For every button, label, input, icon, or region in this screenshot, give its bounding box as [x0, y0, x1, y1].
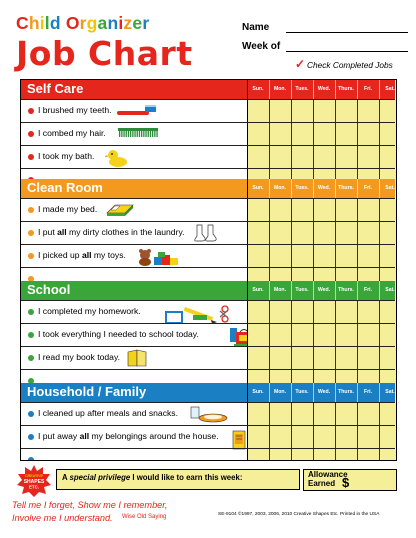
checkbox-cell[interactable]: [247, 449, 269, 461]
task-label: [38, 227, 185, 237]
day-label: Tues.: [295, 185, 309, 191]
subtitle-letter: n: [107, 13, 119, 33]
task-text-part: my dirty clothes in the laundry.: [66, 227, 185, 237]
task-row: [21, 221, 395, 244]
checkbox-cell[interactable]: [269, 100, 291, 122]
bullet-dot: [28, 457, 34, 461]
privilege-label: A special privilege I would like to earn this week:: [62, 473, 243, 482]
checkbox-cell[interactable]: [335, 222, 357, 244]
quote-line-1: Tell me I forget, Show me I remember,: [12, 500, 168, 510]
day-label: Thurs.: [338, 86, 354, 92]
checkbox-cell[interactable]: [379, 245, 397, 267]
checkbox-cell[interactable]: [379, 146, 397, 168]
checkbox-cell[interactable]: [313, 449, 335, 461]
subtitle-letter: l: [44, 13, 50, 33]
checkbox-cell[interactable]: [357, 347, 379, 369]
checkbox-cell[interactable]: [357, 222, 379, 244]
checkbox-cell[interactable]: [291, 324, 313, 346]
day-label: Sat.: [385, 389, 395, 395]
checkbox-cell[interactable]: [269, 347, 291, 369]
day-label: Wed.: [317, 86, 331, 92]
day-label: Fri.: [363, 185, 373, 191]
day-label: Thurs.: [338, 389, 354, 395]
checkbox-cell[interactable]: [379, 347, 397, 369]
subtitle-letter: e: [132, 13, 143, 33]
page-title: Job Chart: [16, 34, 193, 73]
checkbox-cell[interactable]: [335, 245, 357, 267]
check-note-text: Check Completed Jobs: [307, 60, 393, 70]
day-label: Wed.: [317, 287, 331, 293]
checkbox-cell[interactable]: [269, 222, 291, 244]
checkbox-cell[interactable]: [313, 123, 335, 145]
task-row: [21, 323, 395, 346]
checkbox-cell[interactable]: [313, 301, 335, 323]
toothbrush-icon: [115, 102, 159, 123]
subtitle: [16, 13, 149, 34]
checkbox-cell[interactable]: [379, 199, 397, 221]
task-label: [38, 151, 94, 161]
task-text-part: I read my book today.: [38, 352, 121, 362]
subtitle-letter: r: [142, 13, 150, 33]
checkbox-cell[interactable]: [379, 426, 397, 448]
checkbox-cell[interactable]: [357, 199, 379, 221]
chart-section: [21, 80, 395, 191]
checkbox-cell[interactable]: [291, 449, 313, 461]
svg-text:CREATIVE: CREATIVE: [25, 474, 43, 478]
task-label: [38, 352, 120, 362]
bullet-dot: [28, 309, 34, 315]
task-text-part: all: [57, 227, 67, 237]
task-label: [38, 128, 106, 138]
checkbox-cell[interactable]: [247, 301, 269, 323]
checkbox-cell[interactable]: [379, 324, 397, 346]
checkbox-cell[interactable]: [247, 146, 269, 168]
svg-text:ETC.: ETC.: [28, 484, 40, 490]
task-label: [38, 250, 126, 260]
checkbox-cell[interactable]: [357, 403, 379, 425]
checkbox-cell[interactable]: [335, 449, 357, 461]
task-text-part: I took my bath.: [38, 151, 95, 161]
section-title: Household / Family: [27, 384, 147, 399]
day-label: Wed.: [317, 389, 331, 395]
checkbox-cell[interactable]: [269, 403, 291, 425]
task-row: [21, 346, 395, 369]
week-field[interactable]: [242, 41, 280, 52]
checkbox-cell[interactable]: [247, 347, 269, 369]
bullet-dot: [28, 154, 34, 160]
checkbox-cell[interactable]: [313, 199, 335, 221]
checkbox-cell[interactable]: [357, 301, 379, 323]
day-label: Sun.: [252, 185, 264, 191]
task-text-part: I cleaned up after meals and snacks.: [38, 408, 178, 418]
checkbox-cell[interactable]: [269, 245, 291, 267]
task-row: [21, 145, 395, 168]
task-label: [38, 105, 112, 115]
checkbox-cell[interactable]: [313, 222, 335, 244]
checkbox-cell[interactable]: [357, 245, 379, 267]
checkbox-cell[interactable]: [379, 449, 397, 461]
checkbox-cell[interactable]: [379, 222, 397, 244]
checkbox-cell[interactable]: [357, 449, 379, 461]
checkbox-cell[interactable]: [291, 123, 313, 145]
checkbox-cell[interactable]: [379, 301, 397, 323]
checkbox-cell[interactable]: [357, 123, 379, 145]
checkbox-cell[interactable]: [247, 324, 269, 346]
bullet-dot: [28, 108, 34, 114]
section-header: [21, 80, 395, 99]
checkbox-cell[interactable]: [379, 100, 397, 122]
day-label: Sat.: [385, 86, 395, 92]
quote-line-2: Involve me I understand.: [12, 513, 113, 523]
checkbox-cell[interactable]: [247, 403, 269, 425]
section-header: [21, 179, 395, 198]
task-text-part: my belongings around the house.: [89, 431, 219, 441]
bullet-dot: [28, 253, 34, 259]
checkbox-cell[interactable]: [291, 199, 313, 221]
comb-icon: [117, 125, 159, 143]
bullet-dot: [28, 131, 34, 137]
day-label: Sun.: [252, 86, 264, 92]
bullet-dot: [28, 207, 34, 213]
day-label: Mon.: [273, 389, 287, 395]
checkbox-cell[interactable]: [335, 324, 357, 346]
subtitle-letter: i: [118, 13, 124, 33]
section-header: [21, 281, 395, 300]
checkbox-cell[interactable]: [247, 123, 269, 145]
checkbox-cell[interactable]: [247, 199, 269, 221]
task-text-part: all: [79, 431, 90, 441]
section-header: [21, 383, 395, 402]
allowance-label: Allowance Earned: [308, 470, 348, 488]
task-text-part: I brushed my teeth.: [38, 105, 112, 115]
checkbox-cell[interactable]: [357, 100, 379, 122]
bullet-dot: [28, 434, 34, 440]
checkbox-cell[interactable]: [291, 245, 313, 267]
checkbox-cell[interactable]: [357, 146, 379, 168]
checkbox-cell[interactable]: [313, 426, 335, 448]
task-text-part: I picked up: [38, 250, 82, 260]
checkbox-cell[interactable]: [313, 347, 335, 369]
checkbox-cell[interactable]: [313, 245, 335, 267]
chart-section: [21, 281, 395, 392]
day-label: Sun.: [252, 287, 264, 293]
checkbox-cell[interactable]: [335, 123, 357, 145]
task-label: [38, 204, 97, 214]
checkbox-cell[interactable]: [269, 324, 291, 346]
task-label: [38, 306, 141, 316]
day-label: Tues.: [295, 287, 309, 293]
checkbox-cell[interactable]: [335, 199, 357, 221]
day-label: Fri.: [363, 287, 373, 293]
task-text-part: my toys.: [91, 250, 126, 260]
subtitle-letter: C: [16, 13, 29, 33]
task-row: [21, 198, 395, 221]
day-label: Tues.: [295, 389, 309, 395]
subtitle-letter: i: [39, 13, 45, 33]
bullet-dot: [28, 230, 34, 236]
bullet-dot: [28, 411, 34, 417]
subtitle-letter: h: [28, 13, 40, 33]
checkbox-cell[interactable]: [247, 222, 269, 244]
checkbox-cell[interactable]: [291, 426, 313, 448]
checkbox-cell[interactable]: [269, 426, 291, 448]
task-row: [21, 122, 395, 145]
checkbox-cell[interactable]: [247, 245, 269, 267]
name-field[interactable]: [242, 22, 269, 33]
task-label: [38, 408, 178, 418]
checkbox-cell[interactable]: [313, 100, 335, 122]
chart-section: [21, 179, 395, 290]
checkmark-icon: ✓: [295, 57, 306, 71]
copyright-text: SE-9104 ©1997, 2003, 2006, 2010 Creative Shapes Etc. Printed in the USA: [218, 512, 380, 517]
task-row: [21, 448, 395, 461]
day-label: Fri.: [363, 86, 373, 92]
task-label: [38, 329, 199, 339]
task-text-part: all: [81, 250, 92, 260]
checkbox-cell[interactable]: [291, 146, 313, 168]
checkbox-cell[interactable]: [335, 347, 357, 369]
checkbox-cell[interactable]: [291, 301, 313, 323]
name-label: Name: [242, 22, 270, 33]
subtitle-letter: d: [49, 13, 61, 33]
checkbox-cell[interactable]: [313, 146, 335, 168]
name-line: [286, 32, 408, 33]
svg-text:SHAPES: SHAPES: [23, 479, 45, 485]
week-label: Week of: [242, 41, 281, 52]
checkbox-cell[interactable]: [379, 403, 397, 425]
day-label: Mon.: [273, 287, 287, 293]
chart-section: [21, 383, 395, 461]
subtitle-letter: O: [65, 13, 80, 33]
checkbox-cell[interactable]: [291, 347, 313, 369]
task-row: [21, 300, 395, 323]
checkbox-cell[interactable]: [335, 403, 357, 425]
subtitle-letter: g: [86, 13, 98, 33]
task-row: [21, 402, 395, 425]
section-title: Clean Room: [27, 180, 103, 195]
week-line: [286, 51, 408, 52]
quote-source: Wise Old Saying: [122, 514, 167, 520]
bullet-dot: [28, 355, 34, 361]
task-row: [21, 425, 395, 448]
day-label: Thurs.: [338, 287, 354, 293]
task-label: [38, 431, 219, 441]
checkbox-cell[interactable]: [291, 403, 313, 425]
task-text-part: I combed my hair.: [38, 128, 106, 138]
day-label: Mon.: [273, 185, 287, 191]
creative-shapes-logo: [16, 464, 52, 498]
subtitle-letter: z: [123, 13, 133, 33]
checkbox-cell[interactable]: [247, 426, 269, 448]
task-row: [21, 99, 395, 122]
job-chart-grid: [20, 79, 397, 461]
checkbox-cell[interactable]: [335, 301, 357, 323]
day-label: Sat.: [385, 287, 395, 293]
day-label: Sun.: [252, 389, 264, 395]
section-title: Self Care: [27, 81, 84, 96]
checkbox-cell[interactable]: [269, 449, 291, 461]
checkbox-cell[interactable]: [379, 123, 397, 145]
day-label: Fri.: [363, 389, 373, 395]
checkbox-cell[interactable]: [357, 324, 379, 346]
checkbox-cell[interactable]: [269, 301, 291, 323]
subtitle-letter: a: [97, 13, 108, 33]
section-title: School: [27, 282, 71, 297]
dollar-sign: $: [342, 475, 350, 490]
checkbox-cell[interactable]: [291, 100, 313, 122]
task-text-part: I took everything I needed to school today.: [38, 329, 199, 339]
checkbox-cell[interactable]: [335, 426, 357, 448]
check-note: [295, 57, 393, 71]
subtitle-letter: r: [79, 13, 87, 33]
bullet-dot: [28, 332, 34, 338]
privilege-field[interactable]: [56, 469, 300, 490]
checkbox-cell[interactable]: [313, 324, 335, 346]
task-text-part: I put away: [38, 431, 80, 441]
checkbox-cell[interactable]: [247, 100, 269, 122]
checkbox-cell[interactable]: [357, 426, 379, 448]
day-label: Sat.: [385, 185, 395, 191]
task-row: [21, 244, 395, 267]
checkbox-cell[interactable]: [313, 403, 335, 425]
task-text-part: I completed my homework.: [38, 306, 141, 316]
day-label: Wed.: [317, 185, 331, 191]
day-label: Mon.: [273, 86, 287, 92]
task-text-part: I made my bed.: [38, 204, 98, 214]
day-label: Tues.: [295, 86, 309, 92]
allowance-field[interactable]: [303, 469, 397, 491]
checkbox-cell[interactable]: [291, 222, 313, 244]
checkbox-cell[interactable]: [269, 199, 291, 221]
checkbox-cell[interactable]: [269, 146, 291, 168]
day-label: Thurs.: [338, 185, 354, 191]
checkbox-cell[interactable]: [269, 123, 291, 145]
checkbox-cell[interactable]: [335, 146, 357, 168]
task-text-part: I put: [38, 227, 58, 237]
checkbox-cell[interactable]: [335, 100, 357, 122]
